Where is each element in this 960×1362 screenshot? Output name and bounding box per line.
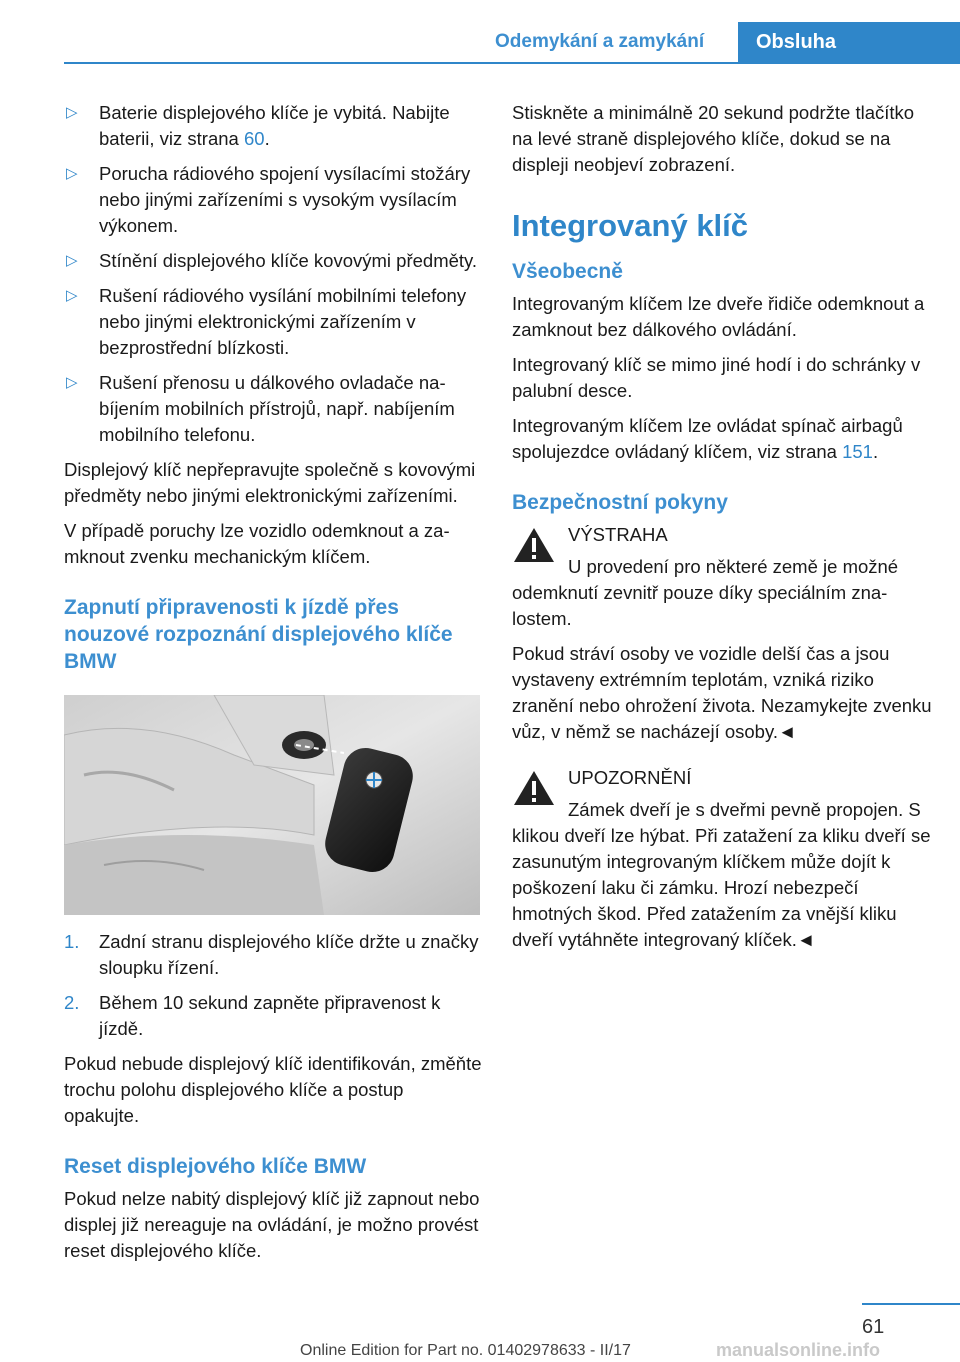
paragraph: V případě poruchy lze vozidlo odemknout a zamknout zvenku mechanickým klíčem. [64,520,450,567]
page-number: 61 [862,1316,885,1338]
triangle-bullet-icon: ▷ [66,287,78,304]
paragraph [512,413,932,465]
step-item [64,929,482,981]
step-number: 2. [64,992,80,1013]
paragraph: Pokud nelze nabitý displejový klíč již zapnout nebo displej již nereaguje na ovládání, je možno provést reset displejového klíče. [64,1188,480,1261]
page-link[interactable]: 151 [842,441,873,462]
warning-title: VÝSTRAHA [568,524,668,545]
warning-block [512,522,932,548]
step-item [64,990,482,1042]
warning-triangle-icon [512,526,556,564]
caution-block [512,765,932,791]
paragraph: Displejový klíč nepřepravujte společně s kovovými předměty nebo jinými elektronickými zařízeními. [64,459,476,506]
page-header [0,0,960,62]
step-text: Zadní stranu displejového klíče držte u značky sloupku řízení. [99,931,479,978]
paragraph: Integrovaným klíčem lze dveře řidiče odemknout a zamknout bez dálkového ovládání. [512,293,925,340]
header-section-title: Odemykání a zamykání [495,31,705,52]
warning-text: Pokud stráví osoby ve vozidle delší čas a jsou vystaveny extrémním teplotám, vzniká riziko zranění nebo ohrožení života. Nezamykejte zvenku vůz, v němž se nacházejí osoby.◄ [512,643,932,742]
right-column [512,100,932,962]
list-item [64,161,482,239]
chapter-title: Integrovaný klíč [512,208,749,243]
left-column [64,100,482,1273]
section-heading: Reset displejového klíče BMW [64,1155,367,1178]
list-item [64,370,482,448]
warning-triangle-icon [512,769,556,807]
step-text: Během 10 sekund zapněte připravenost k jízdě. [99,992,441,1039]
caution-text: Zámek dveří je s dveřmi pevně propojen. S klikou dveří lze hýbat. Při zatažení za kliku dveří se zasunutým integrovaným klíčkem může dojít k poškození laku či zámku. Hrozí nebezpečí hmotných škod. Před zatažením za vnější kliku dveří vytáhněte integrovaný klíček.◄ [512,799,931,950]
page-link[interactable]: 60 [243,128,265,149]
triangle-bullet-icon: ▷ [66,104,78,121]
paragraph: Pokud nebude displejový klíč identifikován, změňte trochu polohu displejového klíče a postup opakujte. [64,1053,482,1126]
paragraph-text: Integrovaným klíčem lze ovládat spínač airbagů spolujezdce ovládaný klíčem, viz strana [512,415,903,462]
section-heading: Zapnutí připravenosti k jízdě přes nouzové rozpoznání displejového klíče BMW [64,596,453,673]
car-interior-image [64,695,480,915]
caution-title: UPOZORNĚNÍ [568,767,692,788]
triangle-bullet-icon: ▷ [66,252,78,269]
paragraph-tail: . [872,441,879,462]
triangle-bullet-icon: ▷ [66,374,78,391]
list-item [64,283,482,361]
triangle-bullet-icon: ▷ [66,165,78,182]
paragraph: Integrovaný klíč se mimo jiné hodí i do schránky v palubní desce. [512,354,921,401]
list-item-text: Porucha rádiového spojení vysílacími stožáry nebo jinými zařízeními s vysokým vysílacím výkonem. [99,163,471,236]
warning-text: U provedení pro některé země je možné odemknutí zevnitř pouze díky speciálním znalostem. [512,556,899,629]
display-key-illustration [64,695,480,915]
list-item-text: Stínění displejového klíče kovovými předměty. [99,250,478,271]
subsection-heading: Všeobecně [512,260,623,283]
list-item [64,100,482,152]
list-item-text: Rušení rádiového vysílání mobilními telefony nebo jinými elektronickými zařízením v bezprostřední blízkosti. [99,285,467,358]
header-rule [64,62,960,64]
footer-rule [862,1303,960,1305]
list-item [64,248,482,274]
list-item-text: Rušení přenosu u dálkového ovladače nabíjením mobilních přístrojů, např. nabíjením mobilního telefonu. [99,372,455,445]
edition-note: Online Edition for Part no. 01402978633 - II/17 [300,1342,631,1359]
list-item-tail: . [264,128,270,149]
paragraph: Stiskněte a minimálně 20 sekund podržte tlačítko na levé straně displejového klíče, dokud se na displeji neobjeví zobrazení. [512,102,915,175]
site-watermark: manualsonline.info [716,1340,881,1360]
subsection-heading: Bezpečnostní pokyny [512,491,728,514]
step-number: 1. [64,931,80,952]
header-chapter-tab: Obsluha [738,22,960,62]
list-item-text: Baterie displejového klíče je vybitá. Nabijte baterii, viz strana [99,102,450,149]
